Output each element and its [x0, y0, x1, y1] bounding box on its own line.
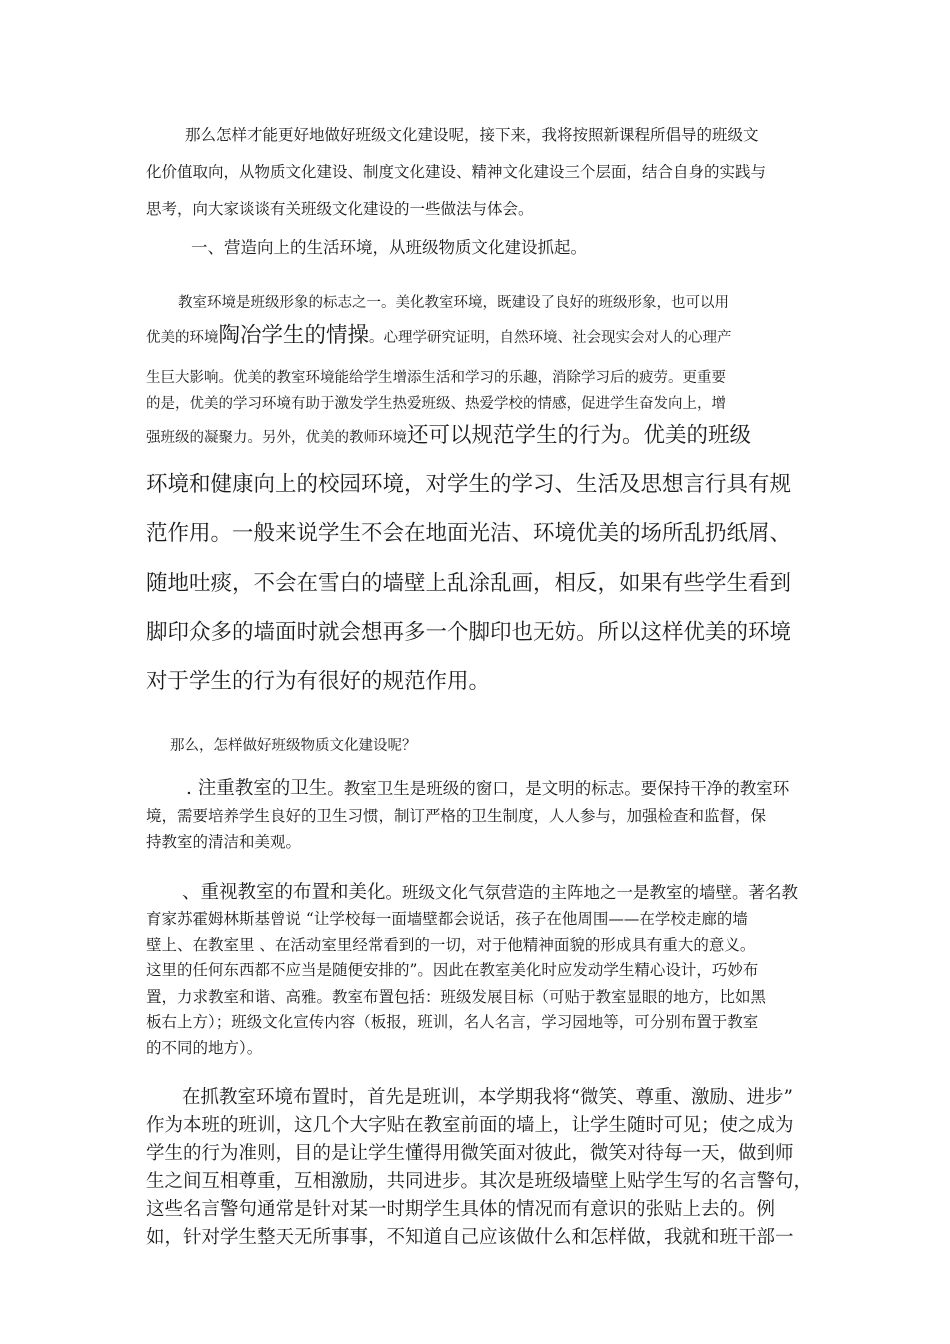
paragraph-line: 如，针对学生整天无所事事，不知道自己应该做什么和怎样做，我就和班干部一 [146, 1227, 794, 1248]
item-line: 壁上、在教室里 、在活动室里经常看到的一切，对于他精神面貌的形成具有重大的意义。 [146, 936, 756, 954]
paragraph-line [146, 318, 732, 349]
section-heading: 一、营造向上的生活环境，从班级物质文化建设抓起。 [191, 238, 587, 257]
text-run: 。班级文化气氛营造的主阵地之一是教室的墙壁。著名教 [385, 883, 799, 902]
paragraph-line: 范作用。一般来说学生不会在地面光洁、环境优美的场所乱扔纸屑、 [146, 521, 792, 546]
paragraph-line: 环境和健康向上的校园环境，对学生的学习、生活及思想言行具有规 [146, 472, 792, 497]
item-line [182, 878, 798, 904]
paragraph-line: 学生的行为准则，目的是让学生懂得用微笑面对彼此，微笑对待每一天，做到师 [146, 1143, 794, 1164]
item-line [186, 774, 789, 800]
paragraph-line: 随地吐痰，不会在雪白的墙壁上乱涂乱画，相反，如果有些学生看到 [146, 571, 792, 596]
item-line: 置，力求教室和谐、高雅。教室布置包括：班级发展目标（可贴于教室显眼的地方，比如黑 [146, 988, 767, 1006]
paragraph-line: 教室环境是班级形象的标志之一。美化教室环境，既建设了良好的班级形象，也可以用 [178, 295, 729, 311]
item-title: . 注重教室的卫生 [186, 778, 328, 799]
paragraph-line: 在抓教室环境布置时，首先是班训，本学期我将“微笑、尊重、激励、进步” [182, 1087, 793, 1108]
text-run: 陶冶学生的情操 [218, 323, 370, 348]
text-run: 。教室卫生是班级的窗口，是文明的标志。要保持干净的教室环 [327, 779, 790, 798]
text-run: 强班级的凝聚力。另外，优美的教师环境 [146, 430, 407, 446]
paragraph-line: 的是，优美的学习环境有助于激发学生热爱班级、热爱学校的情感，促进学生奋发向上，增 [146, 396, 726, 412]
text-run: 优美的环境 [146, 330, 219, 346]
question-line: 那么，怎样做好班级物质文化建设呢？ [170, 738, 417, 754]
intro-line: 思考，向大家谈谈有关班级文化建设的一些做法与体会。 [146, 200, 534, 218]
item-line: 境，需要培养学生良好的卫生习惯，制订严格的卫生制度，人人参与，加强检查和监督，保 [146, 807, 767, 825]
paragraph-line: 这些名言警句通常是针对某一时期学生具体的情况而有意识的张贴上去的。例 [146, 1199, 776, 1220]
paragraph-line: 脚印众多的墙面时就会想再多一个脚印也无妨。所以这样优美的环境 [146, 620, 792, 645]
paragraph-line: 作为本班的班训，这几个大字贴在教室前面的墙上，让学生随时可见；使之成为 [146, 1115, 794, 1136]
paragraph-line: 对于学生的行为有很好的规范作用。 [146, 669, 491, 694]
item-title: 、重视教室的布置和美化 [182, 882, 386, 903]
item-line: 这里的任何东西都不应当是随便安排的”。因此在教室美化时应发动学生精心设计，巧妙布 [146, 961, 759, 979]
paragraph-line: 生巨大影响。优美的教室环境能给学生增添生活和学习的乐趣，消除学习后的疲劳。更重要 [146, 370, 726, 386]
item-line: 的不同的地方）。 [146, 1039, 263, 1057]
item-line: 育家苏霍姆林斯基曾说 “让学校每一面墙壁都会说话，孩子在他周围——在学校走廊的墙 [146, 910, 748, 928]
text-run: 还可以规范学生的行为。优美的班级 [407, 423, 752, 448]
paragraph-line [146, 418, 751, 449]
item-line: 板右上方）；班级文化宣传内容（板报，班训，名人名言，学习园地等，可分别布置于教室 [146, 1013, 759, 1031]
text-run: 。心理学研究证明，自然环境、社会现实会对人的心理产 [369, 330, 732, 346]
intro-line: 化价值取向，从物质文化建设、制度文化建设、精神文化建设三个层面，结合自身的实践与 [146, 163, 767, 181]
intro-line: 那么怎样才能更好地做好班级文化建设呢，接下来，我将按照新课程所倡导的班级文 [185, 126, 759, 144]
item-line: 持教室的清洁和美观。 [146, 833, 302, 851]
paragraph-line: 生之间互相尊重，互相激励，共同进步。其次是班级墙壁上贴学生写的名言警句， [146, 1171, 813, 1192]
